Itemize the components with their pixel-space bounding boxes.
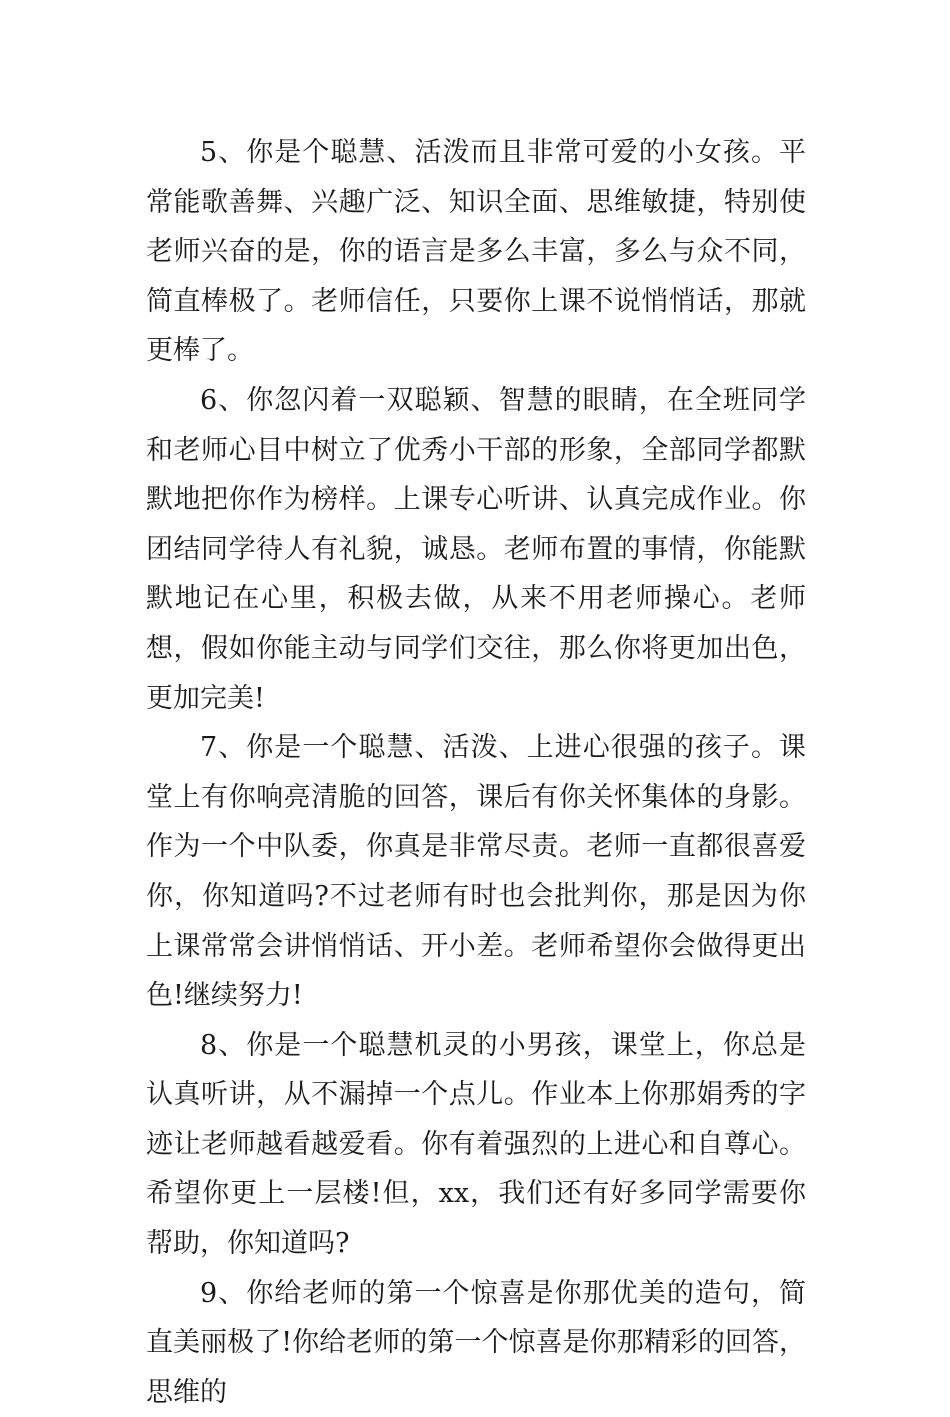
paragraph-6: 6、你忽闪着一双聪颖、智慧的眼睛，在全班同学和老师心目中树立了优秀小干部的形象，全部同学都默默地把你作为榜样。上课专心听讲、认真完成作业。你团结同学待人有礼貌，诚恳。老师布置的事情，你能默默地记在心里，积极去做，从来不用老师操心。老师想，假如你能主动与同学们交往，那么你将更加出色，更加完美! bbox=[146, 384, 806, 714]
paragraph-8: 8、你是一个聪慧机灵的小男孩，课堂上，你总是认真听讲，从不漏掉一个点儿。作业本上你那娟秀的字迹让老师越看越爱看。你有着强烈的上进心和自尊心。希望你更上一层楼!但，xx，我们还有好多同学需要你帮助，你知道吗? bbox=[146, 1029, 806, 1260]
document-body bbox=[146, 128, 806, 1417]
paragraph-7: 7、你是一个聪慧、活泼、上进心很强的孩子。课堂上有你响亮清脆的回答，课后有你关怀集体的身影。作为一个中队委，你真是非常尽责。老师一直都很喜爱你，你知道吗?不过老师有时也会批判你，那是因为你上课常常会讲悄悄话、开小差。老师希望你会做得更出色!继续努力! bbox=[146, 732, 806, 1012]
paragraph-5: 5、你是个聪慧、活泼而且非常可爱的小女孩。平常能歌善舞、兴趣广泛、知识全面、思维敏捷，特别使老师兴奋的是，你的语言是多么丰富，多么与众不同，简直棒极了。老师信任，只要你上课不说悄悄话，那就更棒了。 bbox=[146, 137, 806, 367]
paragraph-9: 9、你给老师的第一个惊喜是你那优美的造句，简直美丽极了!你给老师的第一个惊喜是你那精彩的回答，思维的 bbox=[146, 1277, 806, 1408]
